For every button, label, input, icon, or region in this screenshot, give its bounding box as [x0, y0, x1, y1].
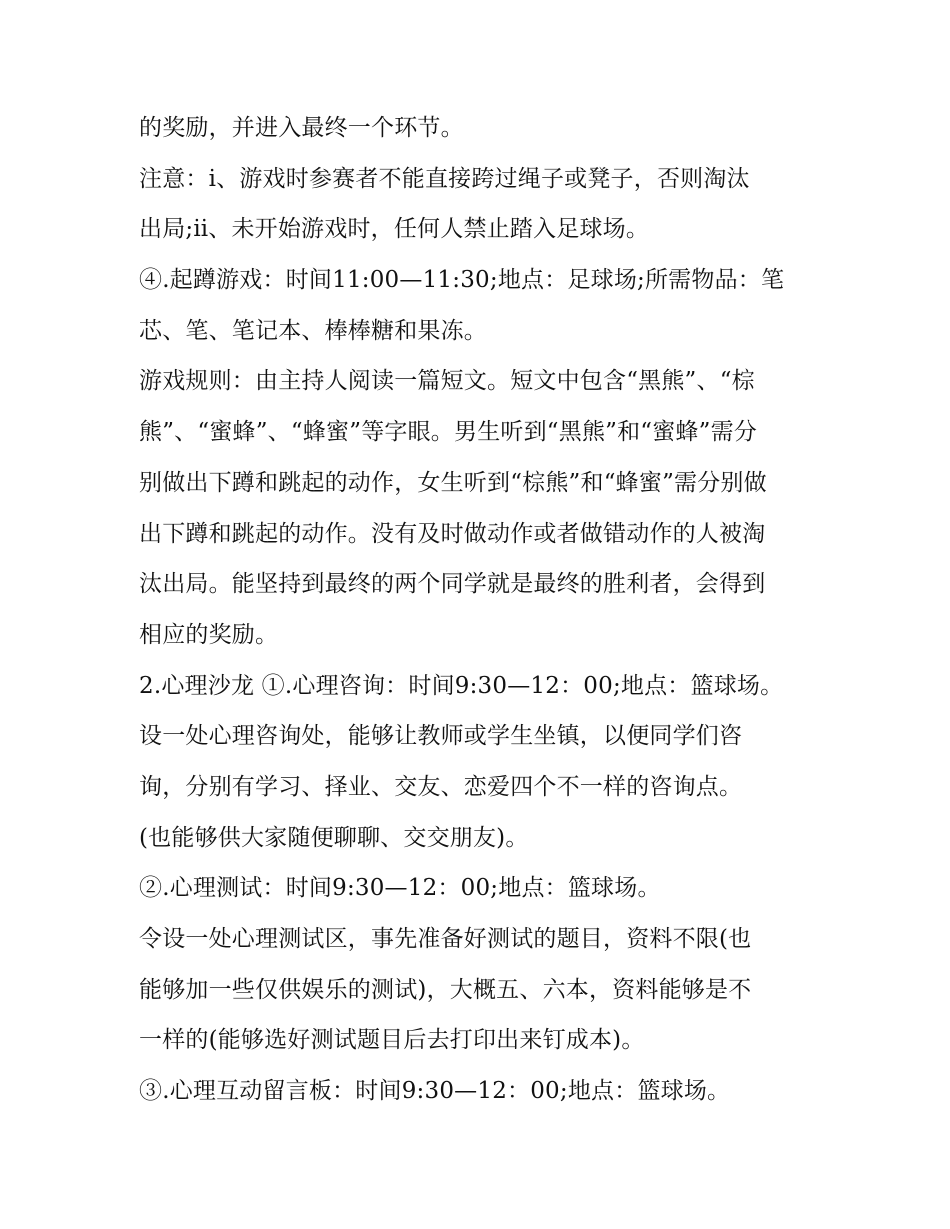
text-line: 询，分别有学习、择业、交友、恋爱四个不一样的咨询点。	[139, 773, 743, 800]
document-body	[139, 103, 819, 1117]
text-line: ②.心理测试：时间9:30—12：00;地点：篮球场。	[139, 875, 661, 902]
text-line: 相应的奖励。	[139, 621, 279, 648]
text-line: 的奖励，并进入最终一个环节。	[139, 115, 464, 141]
text-line: 出局;ⅱ、未开始游戏时，任何人禁止踏入足球场。	[139, 216, 650, 243]
text-line: 一样的(能够选好测试题目后去打印出来钉成本)。	[139, 1027, 645, 1054]
text-line: 芯、笔、笔记本、棒棒糖和果冻。	[139, 317, 487, 344]
text-line: 注意：ⅰ、游戏时参赛者不能直接跨过绳子或凳子，否则淘汰	[139, 165, 750, 192]
text-line: 设一处心理咨询处，能够让教师或学生坐镇，以便同学们咨	[139, 723, 743, 750]
section-heading-line: 2.心理沙龙 ①.心理咨询：时间9:30—12：00;地点：篮球场。	[139, 672, 784, 699]
text-line: (也能够供大家随便聊聊、交交朋友)。	[139, 824, 529, 851]
text-line: 别做出下蹲和跳起的动作，女生听到“棕熊”和“蜂蜜”需分别做	[139, 469, 767, 496]
text-line: 出下蹲和跳起的动作。没有及时做动作或者做错动作的人被淘	[139, 520, 766, 547]
text-line: ④.起蹲游戏：时间11:00—11:30;地点：足球场;所需物品：笔	[139, 267, 785, 294]
text-line: 熊”、“蜜蜂”、“蜂蜜”等字眼。男生听到“黑熊”和“蜜蜂”需分	[139, 419, 758, 446]
text-line: 令设一处心理测试区，事先准备好测试的题目，资料不限(也	[139, 926, 752, 952]
text-line: 游戏规则：由主持人阅读一篇短文。短文中包含“黑熊”、“棕	[139, 368, 755, 395]
text-line: ③.心理互动留言板：时间9:30—12：00;地点：篮球场。	[139, 1078, 731, 1105]
text-line: 能够加一些仅供娱乐的测试)，大概五、六本，资料能够是不	[139, 976, 752, 1003]
text-line: 汰出局。能坚持到最终的两个同学就是最终的胜利者，会得到	[139, 571, 766, 598]
